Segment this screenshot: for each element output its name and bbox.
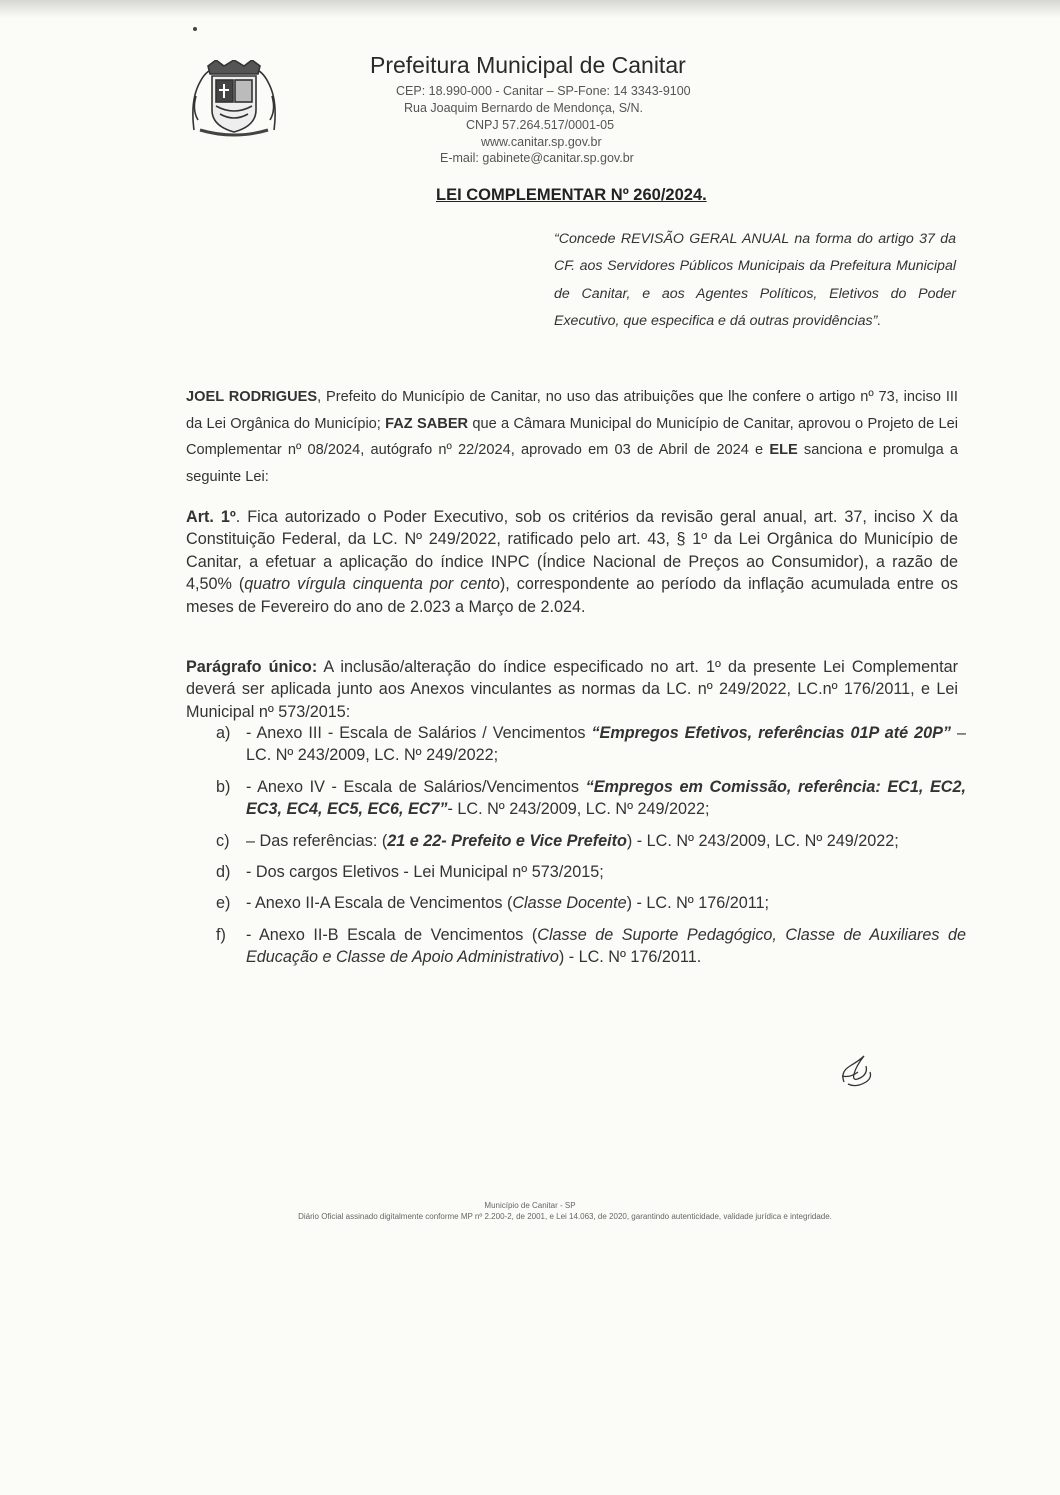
preamble-text: que a Câmara Municipal do Município de Canitar, aprovou o Projeto de Lei Complementar nº 08/2024, autógrafo nº 22/2024, aprovado em 03 de Abril de 2024 e bbox=[186, 415, 958, 458]
item-text: - LC. Nº 243/2009, LC. Nº 249/2022; bbox=[447, 800, 710, 819]
item-marker: c) bbox=[216, 831, 230, 850]
list-item bbox=[216, 924, 966, 969]
address: Rua Joaquim Bernardo de Mendonça, S/N. bbox=[404, 101, 644, 115]
paragraph-text: A inclusão/alteração do índice especificado no art. 1º da presente Lei Complementar deverá ser aplicada junto aos Anexos vinculantes as normas da LC. nº 249/2022, LC.nº 176/2011, e Lei Municipal nº 573/2015: bbox=[186, 658, 959, 721]
ementa: “Concede REVISÃO GERAL ANUAL na forma do artigo 37 da CF. aos Servidores Públicos Municipais da Prefeitura Municipal de Canitar, e aos Agentes Políticos, Eletivos do Poder Executivo, que especifica e dá outras providências”. bbox=[554, 231, 956, 329]
item-text: - Anexo II-A Escala de Vencimentos ( bbox=[246, 894, 513, 913]
footer-municipality: Município de Canitar - SP bbox=[484, 1201, 576, 1210]
signature-rubric bbox=[836, 1052, 876, 1090]
item-emphasis: Classe Docente bbox=[512, 894, 627, 913]
item-text: - Anexo IV - Escala de Salários/Vencimentos bbox=[246, 777, 586, 796]
mayor-name: JOEL RODRIGUES bbox=[186, 389, 318, 405]
item-emphasis: 21 e 22- Prefeito e Vice Prefeito bbox=[387, 831, 627, 850]
paragrafo-unico bbox=[186, 656, 958, 723]
item-marker: a) bbox=[216, 724, 231, 742]
organization-name: Prefeitura Municipal de Canitar bbox=[370, 52, 686, 78]
scan-edge bbox=[0, 0, 1060, 18]
item-marker: f) bbox=[216, 925, 226, 944]
item-text: ) - LC. Nº 243/2009, LC. Nº 249/2022; bbox=[626, 831, 899, 850]
article-text-italic: quatro vírgula cinquenta por cento bbox=[244, 575, 500, 594]
cnpj: CNPJ 57.264.517/0001-05 bbox=[466, 118, 615, 132]
item-emphasis: “Empregos Efetivos, referências 01P até 20P” bbox=[591, 724, 951, 742]
annex-list bbox=[216, 722, 966, 978]
law-title: LEI COMPLEMENTAR Nº 260/2024. bbox=[436, 186, 707, 204]
preamble-text: sanciona e promulga a seguinte Lei: bbox=[186, 442, 958, 485]
item-text: – Das referências: ( bbox=[246, 831, 388, 850]
coat-of-arms-icon bbox=[186, 60, 282, 138]
item-text: - Anexo III - Escala de Salários / Vencimentos bbox=[246, 724, 592, 742]
article-text: . Fica autorizado o Poder Executivo, sob os critérios da revisão geral anual, art. 37, inciso X da Constituição Federal, da LC. Nº 249/2022, ratificado pelo art. 43, § 1º da Lei Orgânica do Município de Canitar, a efetuar a aplicação do índice INPC (Índice Nacional de Preços ao Consumidor), a razão de 4,50% ( bbox=[186, 508, 958, 594]
item-emphasis: Classe de Suporte Pedagógico, Classe de Auxiliares de Educação e Classe de Apoio Administrativo bbox=[246, 925, 966, 967]
website: www.canitar.sp.gov.br bbox=[481, 135, 602, 149]
list-item bbox=[216, 861, 966, 883]
item-marker: b) bbox=[216, 777, 231, 796]
cep-phone: CEP: 18.990-000 - Canitar – SP-Fone: 14 3343-9100 bbox=[396, 84, 691, 98]
list-item bbox=[216, 892, 966, 914]
article-1 bbox=[186, 506, 958, 618]
article-label: Art. 1º bbox=[186, 508, 236, 526]
preamble bbox=[186, 384, 958, 490]
list-item bbox=[216, 830, 966, 852]
item-text: – LC. Nº 243/2009, LC. Nº 249/2022; bbox=[246, 724, 966, 765]
preamble-text: , Prefeito do Município de Canitar, no uso das atribuições que lhe confere o artigo nº 73, inciso III da Lei Orgânica do Município; bbox=[186, 389, 958, 432]
faz-saber: FAZ SABER bbox=[385, 415, 469, 432]
list-item bbox=[216, 776, 966, 821]
article-text: ), correspondente ao período da inflação acumulada entre os meses de Fevereiro do ano de 2.023 a Março de 2.024. bbox=[186, 575, 958, 616]
paragraph-label: Parágrafo único: bbox=[186, 658, 318, 676]
item-marker: e) bbox=[216, 894, 231, 913]
item-emphasis: “Empregos em Comissão, referência: EC1, EC2, EC3, EC4, EC5, EC6, EC7” bbox=[246, 777, 966, 819]
scan-speck bbox=[193, 27, 197, 31]
item-text: - Dos cargos Eletivos - Lei Municipal nº 573/2015; bbox=[246, 863, 604, 882]
email: E-mail: gabinete@canitar.sp.gov.br bbox=[440, 151, 634, 165]
item-text: ) - LC. Nº 176/2011. bbox=[558, 948, 702, 967]
item-text: - Anexo II-B Escala de Vencimentos ( bbox=[246, 925, 538, 944]
ele: ELE bbox=[769, 442, 798, 458]
list-item bbox=[216, 722, 966, 767]
item-marker: d) bbox=[216, 863, 231, 882]
item-text: ) - LC. Nº 176/2011; bbox=[626, 894, 769, 913]
footer-certification: Diário Oficial assinado digitalmente conforme MP nº 2.200-2, de 2001, e Lei 14.063, de 2020, garantindo autenticidade, validade jurídica e integridade. bbox=[298, 1212, 832, 1221]
